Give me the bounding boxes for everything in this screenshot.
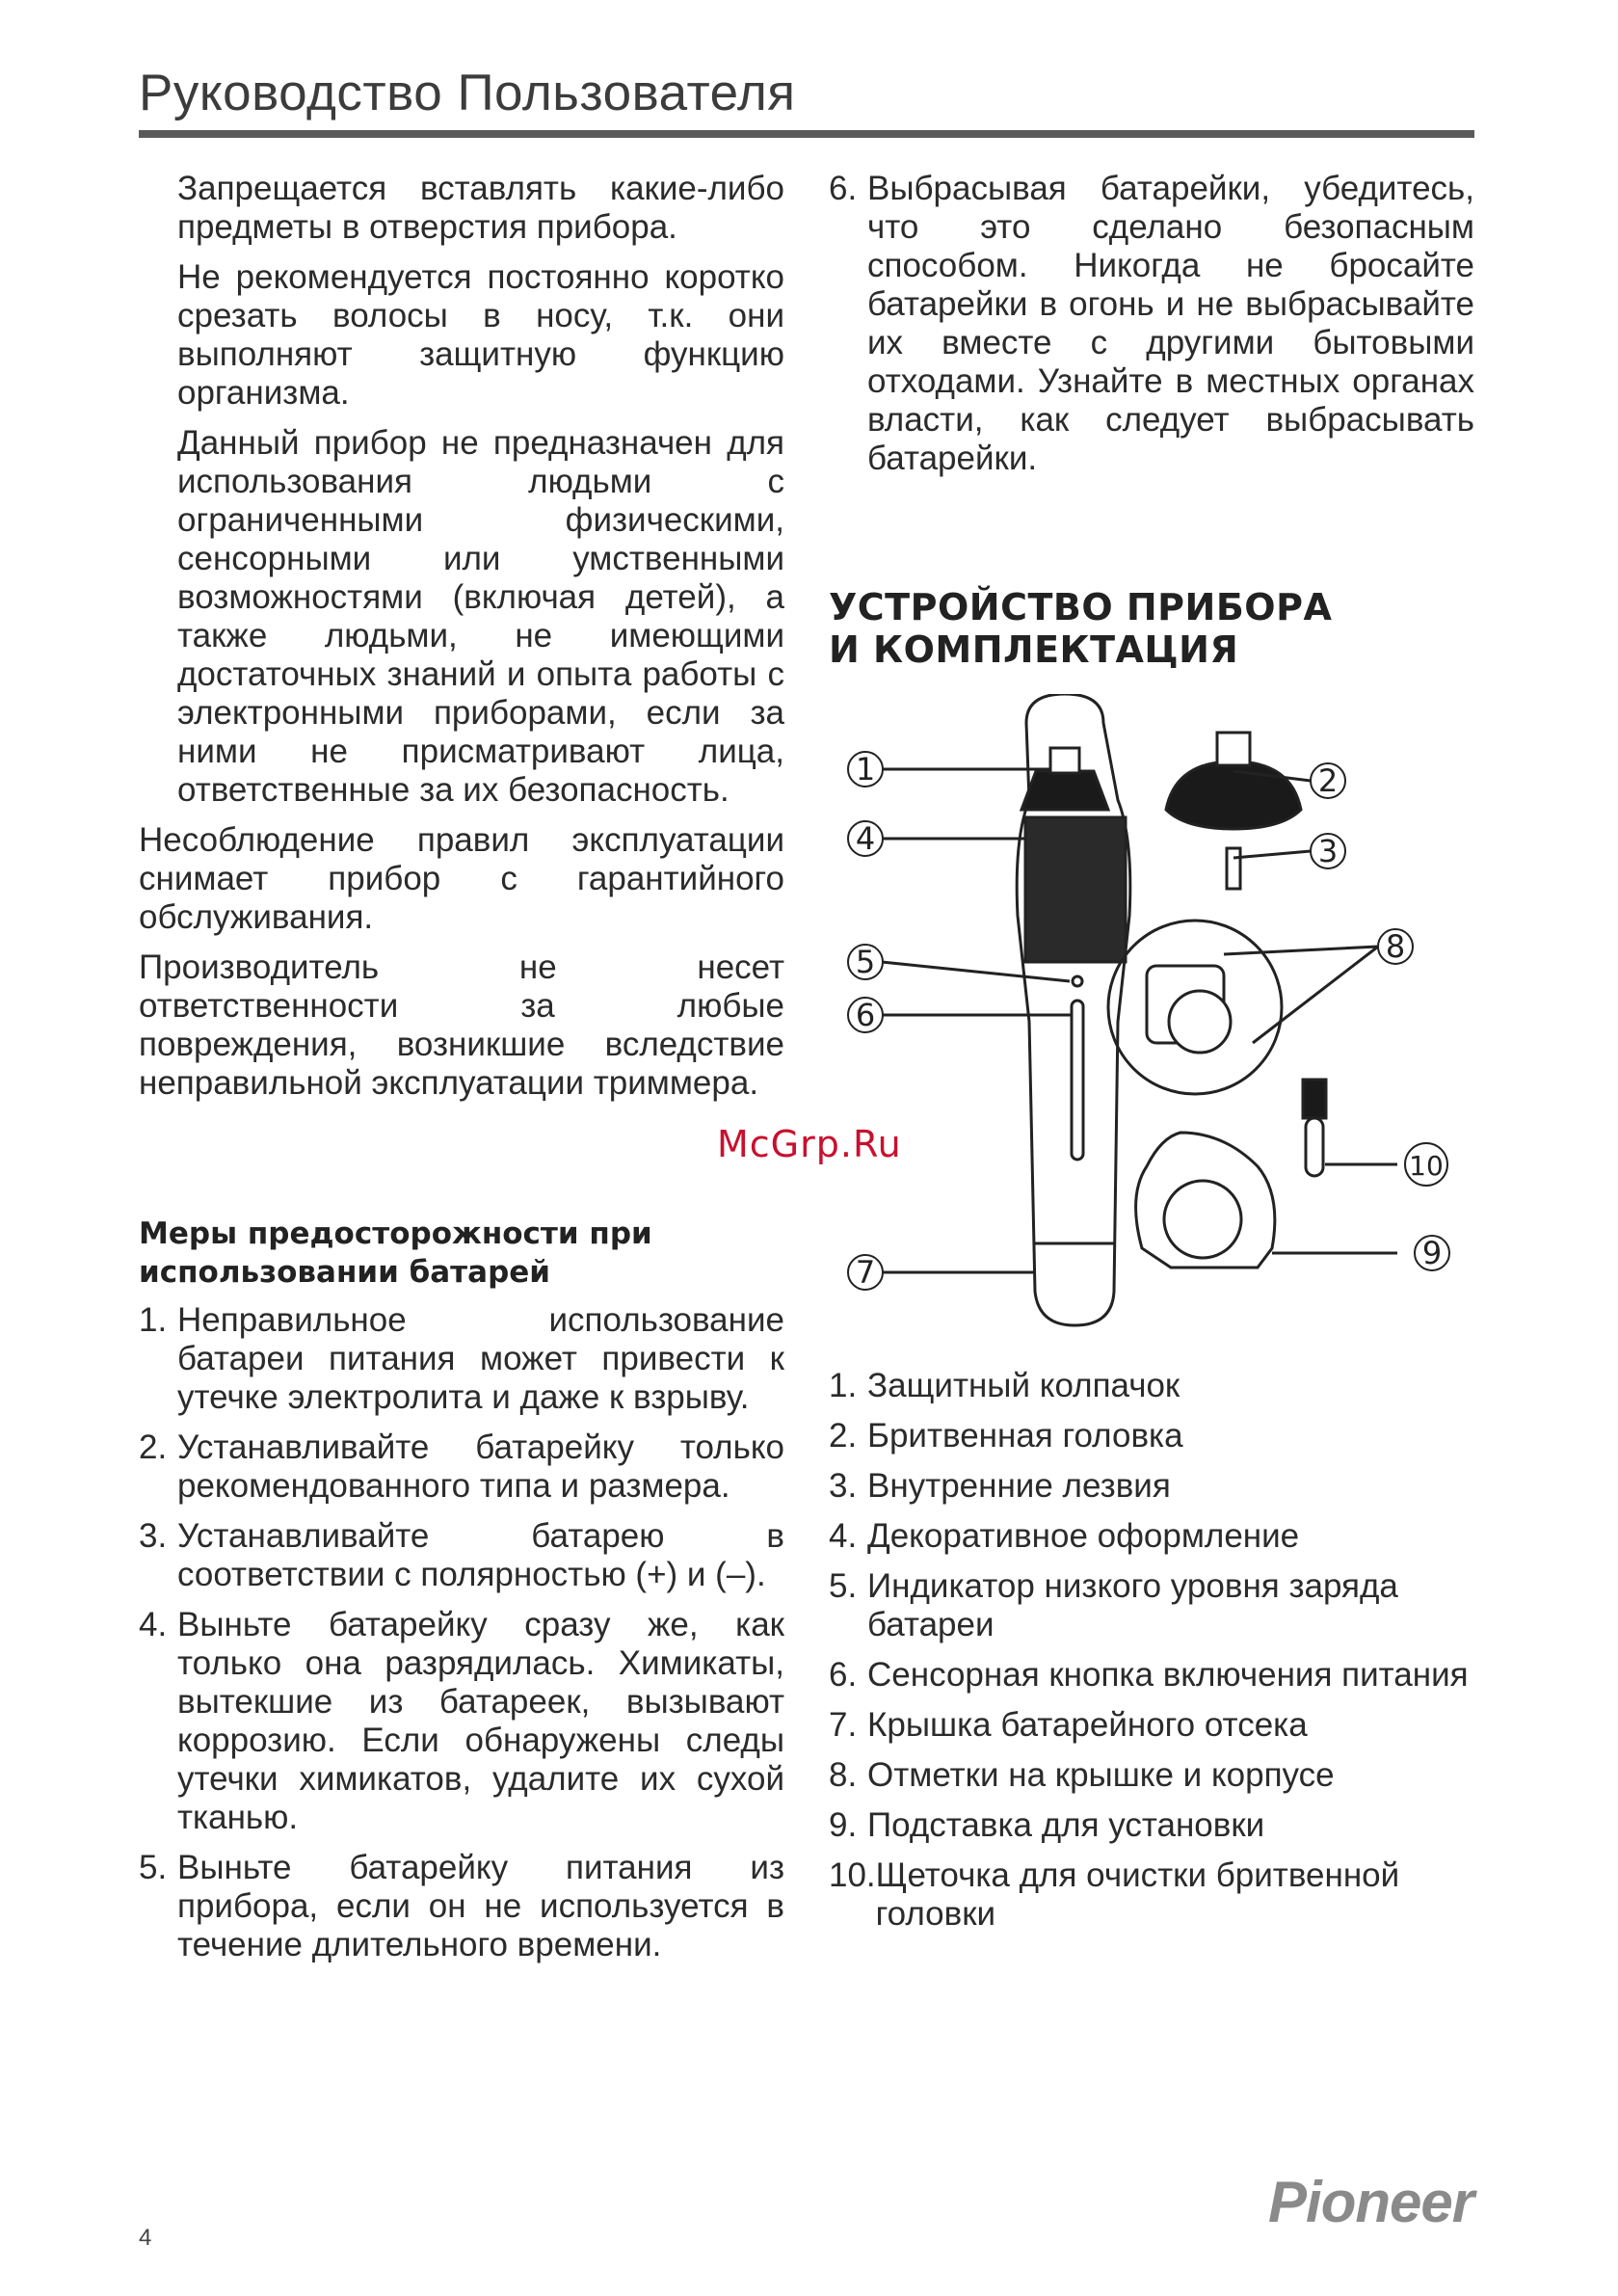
callout-label: 2 bbox=[1317, 762, 1339, 799]
leader-line bbox=[882, 962, 1070, 981]
item-number: 5. bbox=[139, 1849, 168, 1886]
left-column bbox=[139, 170, 784, 1976]
list-item bbox=[829, 1467, 1474, 1506]
leader-line bbox=[1224, 947, 1378, 954]
list-item bbox=[829, 1706, 1474, 1745]
item-text: Защитный колпачок bbox=[867, 1367, 1180, 1404]
list-item bbox=[139, 1849, 784, 1964]
callout-label: 5 bbox=[855, 944, 876, 980]
item-number: 3. bbox=[829, 1467, 858, 1505]
trimmer-diagram bbox=[829, 694, 1503, 1349]
item-text: Декоративное оформление bbox=[867, 1517, 1300, 1555]
list-item bbox=[829, 1517, 1474, 1556]
item-number: 7. bbox=[829, 1706, 858, 1744]
stand-opening bbox=[1164, 1181, 1241, 1258]
item-number: 8. bbox=[829, 1756, 858, 1794]
battery-list bbox=[139, 1301, 784, 1964]
item-number: 4. bbox=[829, 1517, 858, 1555]
list-item bbox=[829, 1806, 1474, 1845]
item-number: 1. bbox=[829, 1367, 858, 1404]
battery-list-continued bbox=[829, 170, 1474, 478]
list-item bbox=[829, 1656, 1474, 1695]
callout-label: 3 bbox=[1317, 833, 1339, 869]
item-number: 5. bbox=[829, 1567, 858, 1605]
brush bbox=[1306, 1118, 1323, 1176]
paragraph: Не рекомендуется постоянно коротко срезать волосы в носу, т.к. они выполняют защитную функцию организма. bbox=[177, 258, 784, 412]
paragraph: Данный прибор не предназначен для использования людьми с ограниченными физическими, сенсорными или умственными возможностями (включая детей), а также людьми, не имеющими достаточных знаний и опыта работы с электронными приборами, если за ними не присматривают лица, ответственные за их безопасность. bbox=[177, 424, 784, 809]
item-text: Отметки на крышке и корпусе bbox=[867, 1756, 1335, 1794]
brand-logo: Pioneer bbox=[1268, 2170, 1474, 2234]
paragraph: Производитель не несет ответственности за любые повреждения, возникшие вследствие неправильной эксплуатации триммера. bbox=[139, 948, 784, 1102]
list-item bbox=[829, 1756, 1474, 1795]
item-text: Выньте батарейку питания из прибора, если он не используется в течение длительного времени. bbox=[177, 1849, 784, 1963]
callout-label: 9 bbox=[1421, 1235, 1443, 1271]
list-item bbox=[139, 1606, 784, 1837]
list-item bbox=[139, 1301, 784, 1417]
item-text: Щеточка для очистки бритвенной головки bbox=[875, 1856, 1400, 1933]
list-item bbox=[829, 1367, 1474, 1405]
item-text: Неправильное использование батареи питания может привести к утечке электролита и даже к взрыву. bbox=[177, 1301, 784, 1416]
item-number: 2. bbox=[139, 1428, 168, 1466]
callout-label: 1 bbox=[855, 751, 876, 788]
stand bbox=[1136, 1133, 1275, 1268]
item-text: Крышка батарейного отсека bbox=[867, 1706, 1308, 1744]
callout-label: 10 bbox=[1409, 1150, 1444, 1182]
head-detail-top bbox=[1217, 733, 1250, 765]
item-number: 10. bbox=[829, 1856, 876, 1894]
item-number: 2. bbox=[829, 1417, 858, 1455]
callout-label: 7 bbox=[855, 1254, 876, 1291]
callout-label: 4 bbox=[855, 820, 876, 857]
paragraph: Несоблюдение правил эксплуатации снимает прибор с гарантийного обслуживания. bbox=[139, 821, 784, 936]
list-item bbox=[829, 1856, 1474, 1934]
item-text: Выбрасывая батарейки, убедитесь, что это сделано безопасным способом. Никогда не бросайте батарейки в огонь и не выбрасывайте их вместе с другими бытовыми отходами. Узнайте в местных органах власти, как следует выбрасывать батарейки. bbox=[867, 170, 1474, 477]
item-text: Индикатор низкого уровня заряда батареи bbox=[867, 1567, 1398, 1643]
paragraph: Запрещается вставлять какие-либо предметы в отверстия прибора. bbox=[177, 170, 784, 246]
watermark: McGrp.Ru bbox=[717, 1123, 902, 1165]
page-title: Руководство Пользователя bbox=[139, 65, 796, 121]
cover-detail-core bbox=[1169, 991, 1231, 1053]
shaving-head bbox=[1021, 771, 1108, 810]
battery-heading: Меры предосторожности при использовании батарей bbox=[139, 1216, 652, 1290]
callout-label: 6 bbox=[855, 997, 876, 1033]
section-heading: УСТРОЙСТВО ПРИБОРА bbox=[829, 586, 1333, 628]
callout-label: 8 bbox=[1385, 928, 1406, 965]
item-text: Бритвенная головка bbox=[867, 1417, 1183, 1455]
list-item bbox=[139, 1428, 784, 1506]
decorative-grille bbox=[1025, 817, 1126, 962]
list-item bbox=[829, 1567, 1474, 1644]
item-text: Внутренние лезвия bbox=[867, 1467, 1171, 1505]
list-item bbox=[829, 1417, 1474, 1455]
item-text: Подставка для установки bbox=[867, 1806, 1265, 1844]
item-text: Устанавливайте батарею в соответствии с полярностью (+) и (–). bbox=[177, 1517, 784, 1593]
item-text: Устанавливайте батарейку только рекомендованного типа и размера. bbox=[177, 1428, 784, 1505]
item-text: Выньте батарейку сразу же, как только она разрядилась. Химикаты, вытекшие из батареек, вызывают коррозию. Если обнаружены следы утечки химикатов, удалите их сухой тканью. bbox=[177, 1606, 784, 1836]
list-item bbox=[829, 170, 1474, 478]
inner-blade bbox=[1227, 848, 1240, 889]
item-number: 6. bbox=[829, 1656, 858, 1694]
battery-indicator bbox=[1073, 976, 1082, 986]
item-number: 1. bbox=[139, 1301, 168, 1339]
section-heading: И КОМПЛЕКТАЦИЯ bbox=[829, 628, 1239, 671]
power-button-slot bbox=[1072, 1001, 1083, 1160]
header-rule bbox=[139, 130, 1474, 138]
head-top bbox=[1050, 748, 1079, 773]
item-number: 3. bbox=[139, 1517, 168, 1555]
brush-bristles bbox=[1303, 1080, 1326, 1118]
list-item bbox=[139, 1517, 784, 1594]
parts-list bbox=[829, 1367, 1474, 1934]
item-number: 9. bbox=[829, 1806, 858, 1844]
leader-line bbox=[1253, 947, 1378, 1043]
item-number: 4. bbox=[139, 1606, 168, 1643]
page-number: 4 bbox=[139, 2225, 152, 2251]
item-text: Сенсорная кнопка включения питания bbox=[867, 1656, 1469, 1694]
leader-line bbox=[1233, 851, 1311, 858]
item-number: 6. bbox=[829, 170, 858, 207]
